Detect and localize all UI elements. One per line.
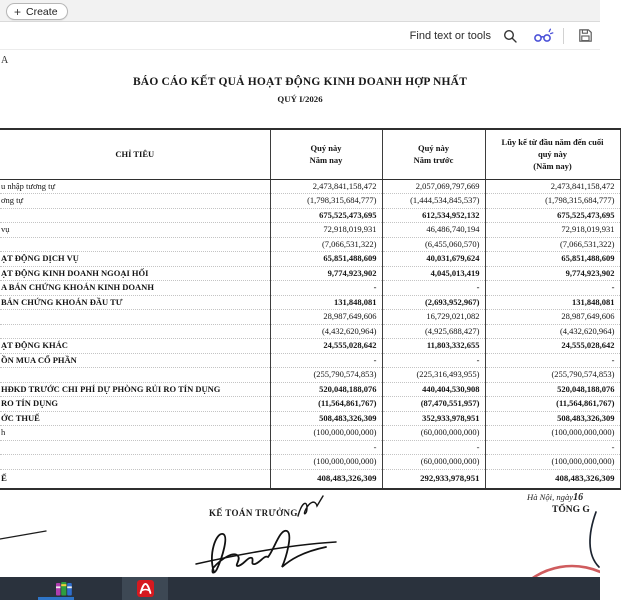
value-cell: (1,444,534,845,537): [382, 194, 485, 209]
value-cell: 16,729,021,082: [382, 310, 485, 325]
value-cell: (7,066,531,322): [270, 237, 382, 252]
value-cell: 4,045,013,419: [382, 266, 485, 281]
value-cell: (11,564,861,767): [270, 397, 382, 412]
value-cell: 46,486,740,194: [382, 223, 485, 238]
value-cell: -: [270, 281, 382, 296]
value-cell: 352,933,978,951: [382, 411, 485, 426]
row-label-cell: h: [0, 426, 270, 441]
value-cell: (4,432,620,964): [485, 324, 620, 339]
value-cell: 2,057,069,797,669: [382, 179, 485, 194]
column-header: Quý này Năm trước: [382, 129, 485, 179]
row-label-cell: Ế: [0, 469, 270, 489]
financial-table: [0, 128, 621, 490]
value-cell: 9,774,923,902: [270, 266, 382, 281]
table-header-row: [0, 129, 620, 179]
table-row: [0, 237, 620, 252]
value-cell: (11,564,861,767): [485, 397, 620, 412]
row-label-cell: [0, 440, 270, 455]
table-row: [0, 469, 620, 489]
row-label-cell: vụ: [0, 223, 270, 238]
table-row: [0, 382, 620, 397]
row-label-cell: [0, 310, 270, 325]
value-cell: 612,534,952,132: [382, 208, 485, 223]
value-cell: (100,000,000,000): [485, 426, 620, 441]
value-cell: 520,048,188,076: [485, 382, 620, 397]
plus-icon: +: [14, 4, 22, 19]
general-director-title: TỔNG G: [552, 505, 590, 515]
value-cell: 65,851,488,609: [485, 252, 620, 267]
row-label-cell: ẠT ĐỘNG KHÁC: [0, 339, 270, 354]
signature-strokes: [0, 480, 600, 577]
table-row: [0, 194, 620, 209]
create-button-label: Create: [26, 5, 58, 18]
row-label-cell: [0, 455, 270, 470]
chief-accountant-title: KẾ TOÁN TRƯỞNG: [209, 508, 298, 518]
row-label-cell: u nhập tương tự: [0, 179, 270, 194]
row-label-cell: ơng tự: [0, 194, 270, 209]
row-label-cell: ỒN MUA CỔ PHẦN: [0, 353, 270, 368]
value-cell: (255,790,574,853): [485, 368, 620, 383]
value-cell: 408,483,326,309: [270, 469, 382, 489]
taskbar: [0, 577, 600, 600]
value-cell: (60,000,000,000): [382, 455, 485, 470]
value-cell: 440,404,530,908: [382, 382, 485, 397]
table-row: [0, 252, 620, 267]
value-cell: (4,432,620,964): [270, 324, 382, 339]
value-cell: 508,483,326,309: [270, 411, 382, 426]
place-date-line: Hà Nội, ngày16: [527, 492, 584, 503]
value-cell: -: [382, 440, 485, 455]
value-cell: (255,790,574,853): [270, 368, 382, 383]
row-label-cell: HĐKD TRƯỚC CHI PHÍ DỰ PHÒNG RỦI RO TÍN DỤNG: [0, 382, 270, 397]
value-cell: 2,473,841,158,472: [485, 179, 620, 194]
table-row: [0, 179, 620, 194]
value-cell: 65,851,488,609: [270, 252, 382, 267]
pdf-page: [0, 50, 615, 577]
value-cell: (100,000,000,000): [270, 455, 382, 470]
value-cell: 675,525,473,695: [270, 208, 382, 223]
value-cell: 24,555,028,642: [485, 339, 620, 354]
value-cell: (4,925,688,427): [382, 324, 485, 339]
value-cell: (225,316,493,955): [382, 368, 485, 383]
table-row: [0, 411, 620, 426]
value-cell: 72,918,019,931: [485, 223, 620, 238]
table-row: [0, 440, 620, 455]
value-cell: 2,473,841,158,472: [270, 179, 382, 194]
row-label-cell: [0, 324, 270, 339]
table-row: [0, 295, 620, 310]
value-cell: -: [382, 353, 485, 368]
value-cell: (7,066,531,322): [485, 237, 620, 252]
acrobat-icon: [137, 580, 154, 597]
row-label-cell: [0, 208, 270, 223]
value-cell: -: [382, 281, 485, 296]
table-row: [0, 266, 620, 281]
value-cell: 9,774,923,902: [485, 266, 620, 281]
row-label-cell: ẠT ĐỘNG KINH DOANH NGOẠI HỐI: [0, 266, 270, 281]
row-label-cell: [0, 237, 270, 252]
table-row: [0, 324, 620, 339]
value-cell: 131,848,081: [270, 295, 382, 310]
document-toolbar: [0, 22, 600, 50]
value-cell: (87,470,551,957): [382, 397, 485, 412]
row-label-cell: BÁN CHỨNG KHOÁN ĐẦU TƯ: [0, 295, 270, 310]
value-cell: (2,693,952,967): [382, 295, 485, 310]
value-cell: 24,555,028,642: [270, 339, 382, 354]
value-cell: 28,987,649,606: [270, 310, 382, 325]
app-top-bar: [0, 0, 600, 22]
value-cell: -: [270, 353, 382, 368]
table-row: [0, 353, 620, 368]
column-header: Quý này Năm nay: [270, 129, 382, 179]
value-cell: 11,803,332,655: [382, 339, 485, 354]
value-cell: 40,031,679,624: [382, 252, 485, 267]
table-row: [0, 223, 620, 238]
value-cell: -: [270, 440, 382, 455]
row-label-cell: ẠT ĐỘNG DỊCH VỤ: [0, 252, 270, 267]
row-label-cell: ỚC THUẾ: [0, 411, 270, 426]
search-icon[interactable]: [499, 25, 521, 47]
value-cell: 292,933,978,951: [382, 469, 485, 489]
value-cell: -: [485, 353, 620, 368]
value-cell: 408,483,326,309: [485, 469, 620, 489]
find-text-or-tools[interactable]: [410, 25, 521, 47]
report-period: QUÝ I/2026: [277, 94, 323, 104]
value-cell: (6,455,060,570): [382, 237, 485, 252]
toolbar-divider: [563, 28, 564, 44]
create-button[interactable]: [6, 3, 68, 20]
row-label-cell: RO TÍN DỤNG: [0, 397, 270, 412]
table-row: [0, 455, 620, 470]
save-icon[interactable]: [574, 25, 596, 47]
table-row: [0, 426, 620, 441]
row-label-cell: [0, 368, 270, 383]
company-stamp: [470, 505, 600, 577]
table-row: [0, 310, 620, 325]
value-cell: (100,000,000,000): [270, 426, 382, 441]
ai-assistant-icon[interactable]: [531, 25, 553, 47]
value-cell: (100,000,000,000): [485, 455, 620, 470]
value-cell: -: [485, 281, 620, 296]
value-cell: 131,848,081: [485, 295, 620, 310]
value-cell: (60,000,000,000): [382, 426, 485, 441]
table-row: [0, 368, 620, 383]
value-cell: 508,483,326,309: [485, 411, 620, 426]
cutoff-text-fragment: A: [1, 55, 9, 66]
row-label-cell: A BÁN CHỨNG KHOÁN KINH DOANH: [0, 281, 270, 296]
report-title: BÁO CÁO KẾT QUẢ HOẠT ĐỘNG KINH DOANH HỢP NHẤT: [132, 76, 468, 88]
column-header: Lũy kế từ đầu năm đến cuối quý này (Năm nay): [485, 129, 620, 179]
value-cell: 72,918,019,931: [270, 223, 382, 238]
table-row: [0, 339, 620, 354]
value-cell: (1,798,315,684,777): [270, 194, 382, 209]
value-cell: -: [485, 440, 620, 455]
criteria-header: CHỈ TIÊU: [0, 129, 270, 179]
table-row: [0, 281, 620, 296]
taskbar-acrobat[interactable]: [122, 577, 168, 600]
table-row: [0, 208, 620, 223]
handwritten-day: 16: [573, 492, 584, 503]
value-cell: (1,798,315,684,777): [485, 194, 620, 209]
value-cell: 520,048,188,076: [270, 382, 382, 397]
value-cell: 28,987,649,606: [485, 310, 620, 325]
table-row: [0, 397, 620, 412]
winrar-icon: [55, 581, 73, 597]
find-label: Find text or tools: [409, 29, 491, 42]
value-cell: 675,525,473,695: [485, 208, 620, 223]
